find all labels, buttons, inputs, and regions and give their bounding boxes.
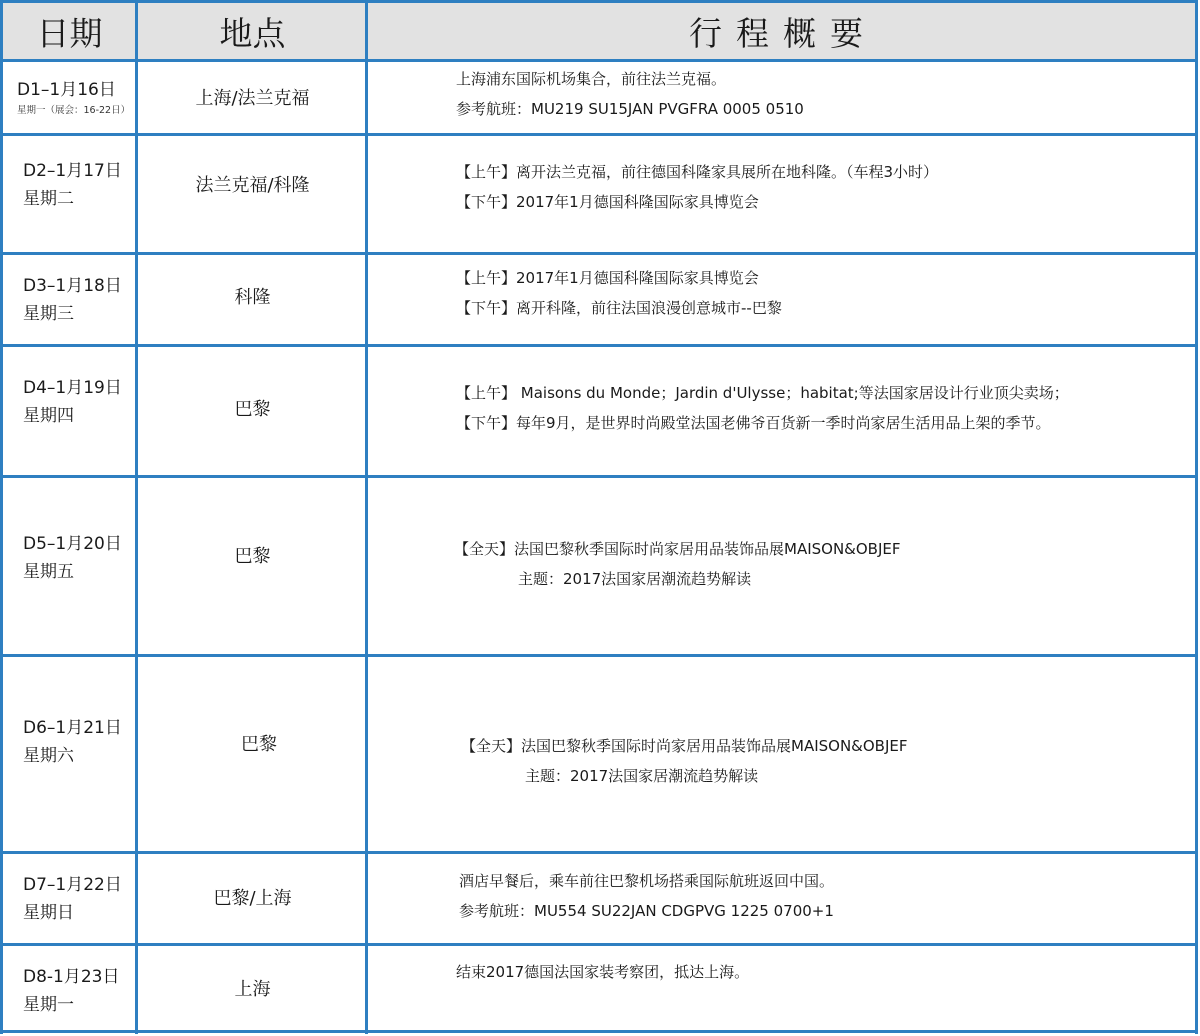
row-7-weekday: 星期日 [23,903,74,923]
row-4-weekday: 星期四 [23,406,74,426]
row-4-location [139,347,366,469]
row-4-date-cell [3,347,136,457]
grid-line [0,252,1197,255]
row-8-date-cell [3,946,136,1036]
row-5-location [139,478,366,632]
row-8-date: D8-1月23日 [23,967,120,987]
row-3-weekday: 星期三 [23,304,74,324]
row-4-location-text: 巴黎 [234,399,271,420]
row-3-date: D3–1月18日 [23,276,122,296]
row-1-weekday: 星期一（展会：16-22日） [17,105,131,116]
row-8-summary-line-1: 结束2017德国法国家装考察团，抵达上海。 [456,963,750,981]
row-2-date: D2–1月17日 [23,161,122,181]
row-1-summary-line-2: 参考航班：MU219 SU15JAN PVGFRA 0005 0510 [456,100,804,118]
row-7-summary-line-2: 参考航班：MU554 SU22JAN CDGPVG 1225 0700+1 [459,902,834,920]
header-location: 地点 [219,13,286,53]
row-2-location-text: 法兰克福/科隆 [195,175,310,196]
row-8-weekday: 星期一 [23,995,74,1015]
row-4-summary-line-2: 【下午】每年9月，是世界时尚殿堂法国老佛爷百货新一季时尚家居生活用品上架的季节。 [456,414,1051,432]
row-6-date: D6–1月21日 [23,718,122,738]
row-2-summary-line-2: 【下午】2017年1月德国科隆国际家具博览会 [456,193,759,211]
row-5-summary-line-1: 【全天】法国巴黎秋季国际时尚家居用品装饰品展MAISON&OBJEF [454,540,901,558]
row-6-summary [461,731,1200,791]
grid-line [0,943,1197,946]
grid-line [0,1030,1197,1033]
row-8-location [139,946,366,1030]
row-5-location-text: 巴黎 [234,546,271,567]
row-1-summary-line-1: 上海浦东国际机场集合，前往法兰克福。 [456,70,727,88]
grid-line [135,0,138,1034]
row-7-summary [459,866,1199,926]
row-3-location-text: 科隆 [234,287,271,308]
row-4-summary-line-1: 【上午】 Maisons du Monde；Jardin d'Ulysse；habitat;等法国家居设计行业顶尖卖场； [456,384,1069,402]
row-2-date-cell [3,135,136,235]
row-6-location-text: 巴黎 [241,734,277,755]
row-6-weekday: 星期六 [23,746,74,766]
row-3-summary [456,263,1196,323]
row-4-summary [456,378,1196,438]
row-3-summary-line-1: 【上午】2017年1月德国科隆国际家具博览会 [456,269,759,287]
row-6-date-cell [3,657,136,827]
row-5-summary-line-2: 主题：2017法国家居潮流趋势解读 [518,570,752,588]
row-2-summary [456,157,1196,217]
row-3-summary-line-2: 【下午】离开科隆，前往法国浪漫创意城市--巴黎 [456,299,782,317]
grid-line [0,851,1197,854]
grid-line [0,344,1197,347]
header-date: 日期 [36,13,103,53]
row-6-summary-line-2: 主题：2017法国家居潮流趋势解读 [525,767,759,785]
row-5-weekday: 星期五 [23,562,74,582]
row-3-location [139,256,366,336]
grid-line [0,475,1197,478]
row-5-summary [454,534,1194,594]
row-7-date: D7–1月22日 [23,875,122,895]
row-8-location-text: 上海 [234,979,271,1000]
row-1-summary [456,64,1196,124]
row-1-location-text: 上海/法兰克福 [195,88,310,109]
row-1-date: D1–1月16日 [17,80,116,100]
row-7-location [139,854,366,940]
grid-line [0,0,1197,3]
row-2-location [139,135,366,233]
grid-line [365,0,368,1034]
row-4-date: D4–1月19日 [23,378,122,398]
grid-line [0,654,1197,657]
grid-line [0,133,1197,136]
row-1-date-cell [3,61,136,133]
row-8-summary [456,957,1196,987]
row-7-location-text: 巴黎/上海 [213,888,292,909]
row-5-date: D5–1月20日 [23,534,122,554]
row-2-weekday: 星期二 [23,189,74,209]
row-3-date-cell [3,256,136,344]
row-6-summary-line-1: 【全天】法国巴黎秋季国际时尚家居用品装饰品展MAISON&OBJEF [461,737,908,755]
row-2-summary-line-1: 【上午】离开法兰克福，前往德国科隆家具展所在地科隆。（车程3小时） [456,163,939,181]
grid-line [1195,0,1198,1034]
grid-line [0,0,3,1034]
row-7-summary-line-1: 酒店早餐后，乘车前往巴黎机场搭乘国际航班返回中国。 [459,872,835,890]
header-summary: 行程概要 [689,13,877,53]
grid-line [0,59,1197,62]
row-7-date-cell [3,854,136,944]
row-6-location [139,657,379,829]
row-1-location [139,61,366,133]
row-5-date-cell [3,478,136,638]
